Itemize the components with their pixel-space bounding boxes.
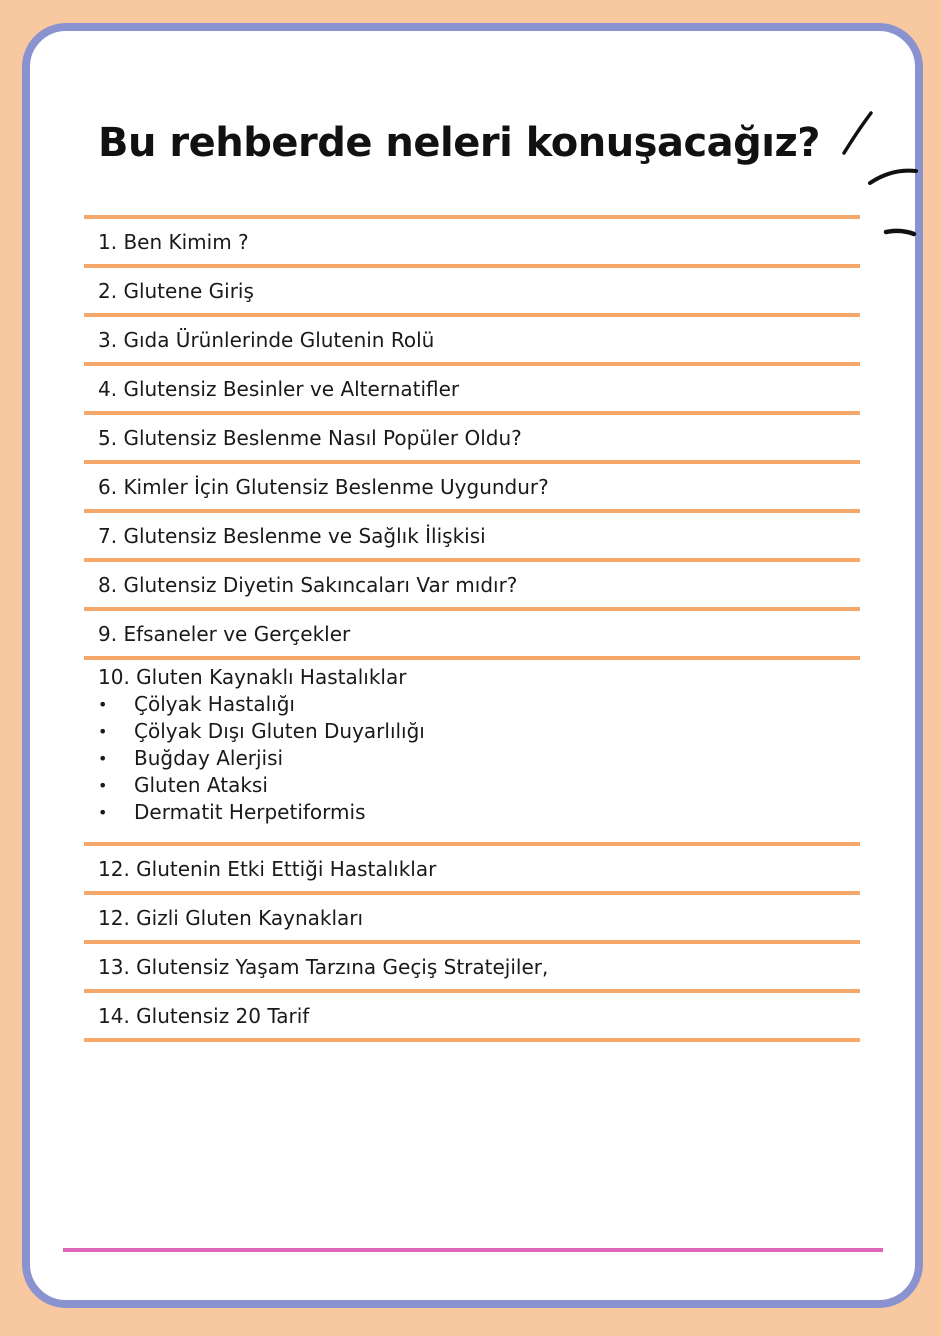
table-of-contents <box>84 215 860 1042</box>
toc-item <box>84 513 860 562</box>
toc-item-label: 13. Glutensiz Yaşam Tarzına Geçiş Stratejiler, <box>98 954 549 979</box>
toc-item-label: 4. Glutensiz Besinler ve Alternatifler <box>98 376 460 401</box>
bullet-icon: • <box>98 695 108 714</box>
toc-subitem-label: Buğday Alerjisi <box>134 746 284 770</box>
bullet-icon: • <box>98 803 108 822</box>
toc-item-label: 5. Glutensiz Beslenme Nasıl Popüler Oldu? <box>98 425 522 450</box>
toc-item-label: 12. Glutenin Etki Ettiği Hastalıklar <box>98 856 437 881</box>
toc-subitem <box>98 691 860 718</box>
toc-item <box>84 562 860 611</box>
toc-item-label: 2. Glutene Giriş <box>98 278 254 303</box>
toc-subitem <box>98 718 860 745</box>
toc-item <box>84 464 860 513</box>
toc-subitem-label: Çölyak Hastalığı <box>134 692 295 716</box>
bullet-icon: • <box>98 722 108 741</box>
footer-divider <box>63 1248 883 1252</box>
toc-item-label: 3. Gıda Ürünlerinde Glutenin Rolü <box>98 327 435 352</box>
toc-item <box>84 993 860 1042</box>
toc-item <box>84 611 860 660</box>
toc-item <box>84 268 860 317</box>
page-title: Bu rehberde neleri konuşacağız? <box>98 120 820 166</box>
toc-subitem-label: Dermatit Herpetiformis <box>134 800 366 824</box>
toc-item-label: 8. Glutensiz Diyetin Sakıncaları Var mıdır? <box>98 572 518 597</box>
toc-item <box>84 219 860 268</box>
bullet-icon: • <box>98 776 108 795</box>
toc-item <box>84 317 860 366</box>
toc-item-label: 12. Gizli Gluten Kaynakları <box>98 905 364 930</box>
toc-subitem <box>98 799 860 826</box>
toc-item-with-subitems <box>84 660 860 846</box>
toc-item-label: 14. Glutensiz 20 Tarif <box>98 1003 310 1028</box>
toc-item <box>84 895 860 944</box>
toc-item-label: 7. Glutensiz Beslenme ve Sağlık İlişkisi <box>98 523 486 548</box>
toc-item-label: 10. Gluten Kaynaklı Hastalıklar <box>98 665 407 689</box>
toc-item-label: 6. Kimler İçin Glutensiz Beslenme Uygundur? <box>98 474 549 499</box>
toc-subitem-list <box>98 691 860 826</box>
toc-item <box>84 944 860 993</box>
toc-item-label: 9. Efsaneler ve Gerçekler <box>98 621 351 646</box>
toc-subitem-label: Gluten Ataksi <box>134 773 268 797</box>
toc-item <box>84 415 860 464</box>
toc-item <box>84 846 860 895</box>
toc-item-label: 1. Ben Kimim ? <box>98 229 249 254</box>
toc-subitem-label: Çölyak Dışı Gluten Duyarlılığı <box>134 719 425 743</box>
toc-item <box>84 366 860 415</box>
bullet-icon: • <box>98 749 108 768</box>
toc-subitem <box>98 745 860 772</box>
toc-subitem <box>98 772 860 799</box>
